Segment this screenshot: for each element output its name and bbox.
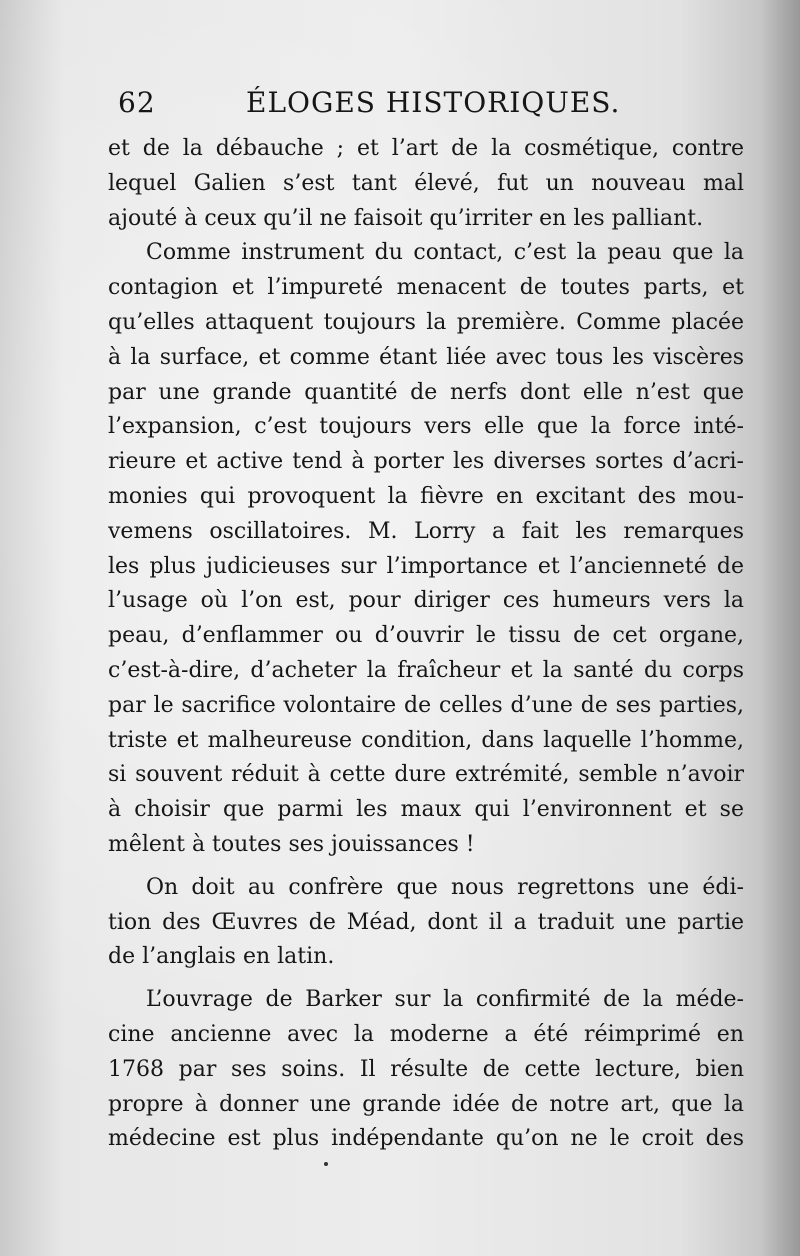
text-line: si souvent réduit à cette dure extrémité, semble n’avoir [108, 762, 744, 788]
text-line: contagion et l’impureté menacent de toutes parts, et [108, 275, 744, 301]
paragraph-spacing [108, 975, 744, 983]
text-line: ajouté à ceux qu’il ne faisoit qu’irriter en les palliant. [108, 205, 704, 231]
text-line: rieure et active tend à porter les diverses sortes d’acri- [108, 449, 744, 475]
text-line: par le sacrifice volontaire de celles d’une de ses parties, [108, 692, 744, 718]
text-line: cine ancienne avec la moderne a été réimprimé en [108, 1021, 744, 1047]
text-line: triste et malheureuse condition, dans laquelle l’homme, [108, 727, 744, 753]
text-line: les plus judicieuses sur l’importance et l’ancienneté de [108, 553, 744, 579]
text-line: et de la débauche ; et l’art de la cosmétique, contre [108, 136, 744, 161]
paragraph-4 [108, 983, 744, 1157]
text-line: Comme instrument du contact, c’est la peau que la [146, 240, 744, 266]
text-line: c’est-à-dire, d’acheter la fraîcheur et la santé du corps [108, 657, 744, 683]
running-title: ÉLOGES HISTORIQUES. [246, 86, 621, 119]
text-line: mêlent à toutes ses jouissances ! [108, 831, 475, 857]
text-line: propre à donner une grande idée de notre art, que la [108, 1091, 744, 1117]
text-line: 1768 par ses soins. Il résulte de cette lecture, bien [108, 1056, 744, 1082]
body-text [108, 132, 744, 1157]
text-line: peau, d’enflammer ou d’ouvrir le tissu de cet organe, [108, 623, 744, 649]
paragraph-1 [108, 132, 744, 236]
text-line: l’expansion, c’est toujours vers elle que la force inté- [108, 414, 744, 440]
text-line: vemens oscillatoires. M. Lorry a fait les remarques [108, 518, 744, 544]
text-line: médecine est plus indépendante qu’on ne le croit des [108, 1126, 744, 1152]
text-line: de l’anglais en latin. [108, 944, 335, 970]
text-line: à la surface, et comme étant liée avec tous les viscères [108, 344, 744, 370]
paragraph-spacing [108, 863, 744, 871]
text-line: tion des Œuvres de Méad, dont il a traduit une partie [108, 909, 744, 935]
ink-speck [324, 1162, 328, 1166]
text-line: qu’elles attaquent toujours la première. Comme placée [108, 309, 744, 335]
text-line: monies qui provoquent la fièvre en excitant des mou- [108, 483, 744, 509]
paragraph-2 [108, 236, 744, 862]
text-line: l’usage où l’on est, pour diriger ces humeurs vers la [108, 588, 744, 614]
page-number: 62 [118, 86, 156, 119]
page-header [118, 86, 630, 126]
text-line: par une grande quantité de nerfs dont elle n’est que [108, 379, 744, 405]
text-line: à choisir que parmi les maux qui l’environnent et se [108, 797, 744, 823]
text-line: L’ouvrage de Barker sur la confirmité de la méde- [146, 987, 744, 1013]
text-line: On doit au confrère que nous regrettons une édi- [146, 874, 744, 900]
text-line: lequel Galien s’est tant élevé, fut un nouveau mal [108, 170, 744, 196]
paragraph-3 [108, 871, 744, 975]
